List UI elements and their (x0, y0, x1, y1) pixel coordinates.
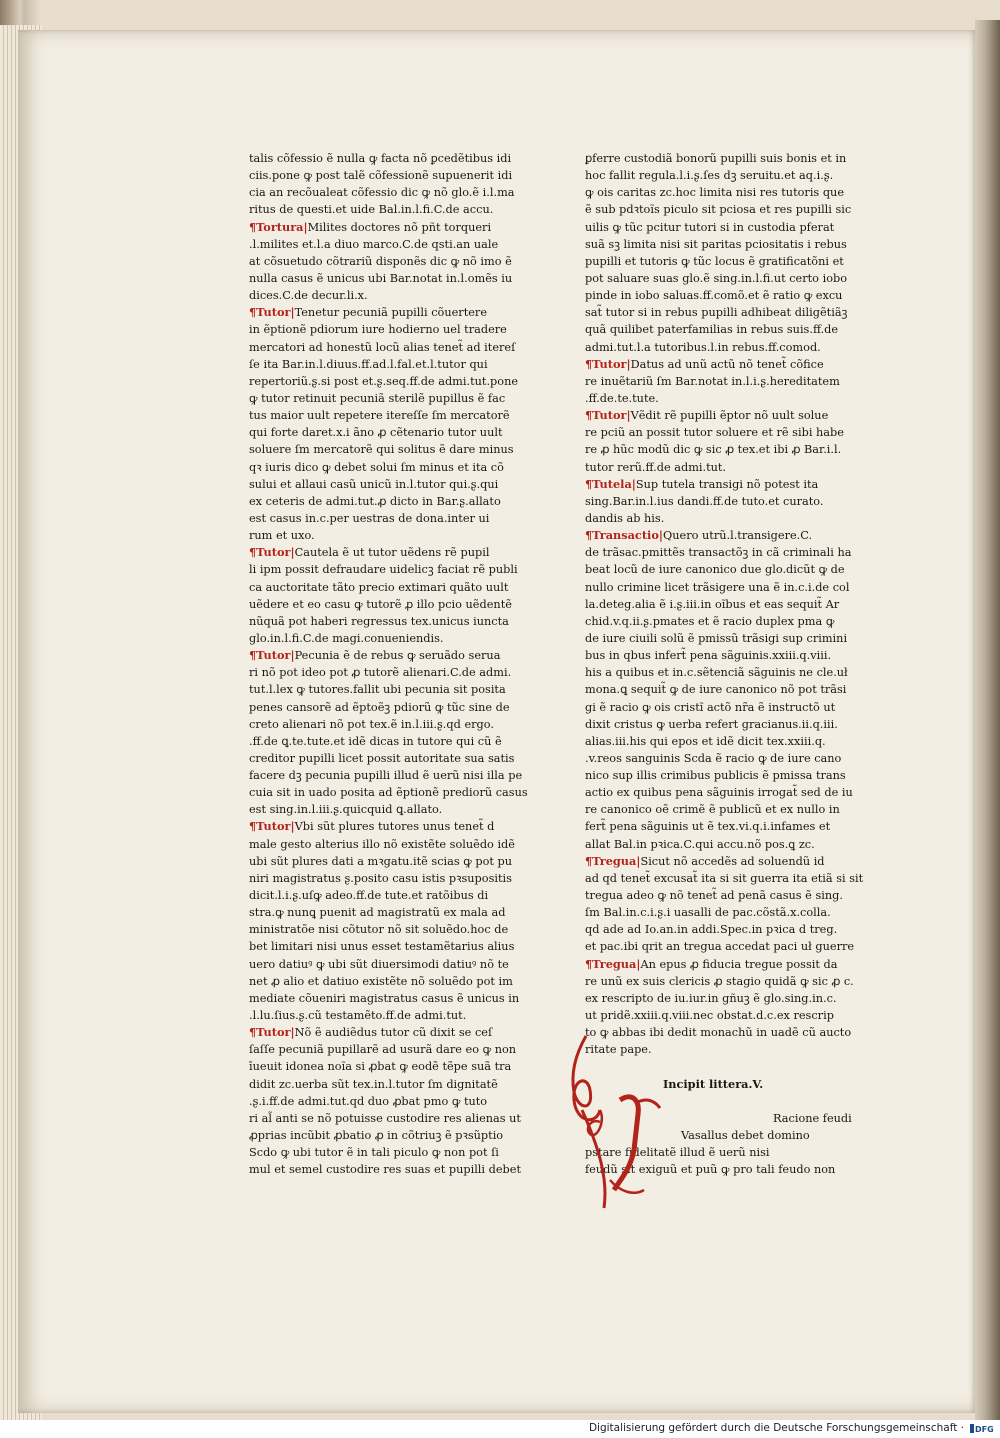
text-line: talis cõfessio ẽ nulla ꝙ facta nõ ꝑcedẽtibus idi (249, 152, 512, 165)
text-line: mercatori ad honestũ locũ alias tenet̃ ad itereſ (249, 340, 516, 354)
text-line: li ipm possit defraudare uidelicꝫ faciat rẽ publi (249, 563, 518, 577)
text-line: feudũ sit exiguũ et puũ ꝙ pro tali feudo non (585, 1163, 836, 1177)
text-line: didit zc.uerba sũt tex.in.l.tutor ſm dignitatẽ (249, 1077, 498, 1091)
text-line: Vasallus debet domino (681, 1129, 810, 1143)
text-line: īueuit idonea noĩa si ꝓbat ꝙ eodẽ tẽpe suã tra (249, 1060, 512, 1074)
text-line: ꝓprias incũbit ꝓbatio ꝓ in cõtriuꝫ ẽ pꝛsũptio (249, 1129, 504, 1143)
text-line: bus in qbus infert̃ pena sãguinis.xxiii.q.viii. (585, 649, 832, 663)
text-line: re inuẽtariũ ſm Bar.notat in.l.i.ʂ.hereditatem (585, 374, 840, 388)
text-line: ¶Tutela|Sup tutela transigi nõ potest ita (585, 476, 819, 491)
text-line: ¶Tutor|Tenetur pecuniã pupilli cõuertere (249, 305, 488, 320)
text-line: tus maior uult repetere itereſſe ſm mercatorẽ (249, 409, 510, 423)
text-line: ſaſſe pecuniã pupillarẽ ad usurã dare eo ꝙ non (249, 1043, 517, 1057)
text-line: pot saluare suas glo.ẽ sing.in.l.fi.ut certo iobo (585, 271, 848, 285)
funding-credit: Digitalisierung gefördert durch die Deutsche Forschungsgemeinschaft · (588, 1422, 964, 1434)
text-line: chid.v.q.ii.ʂ.pmates et ẽ racio duplex pma ꝙ (585, 614, 835, 628)
text-line: re canonico oẽ crimẽ ẽ publicũ et ex nullo in (585, 803, 840, 817)
text-line: net ꝓ alio et datiuo existẽte nõ soluẽdo pot im (249, 974, 513, 988)
text-line: his a quibus et in.c.sẽtenciã sãguinis ne cle.uł (585, 666, 848, 680)
text-line: ex rescripto de iu.iur.in gñuꝫ ẽ glo.sing.in.c. (585, 991, 837, 1005)
book-cover-edge (975, 20, 1000, 1420)
text-line: qꝛ iuris dico ꝙ debet solui ſm minus et ita cõ (249, 460, 504, 474)
text-line: ri nõ pot ideo pot ꝓ tutorẽ alienari.C.de admi. (249, 666, 512, 680)
text-line: tregua adeo ꝙ nõ tenet̃ ad penã casus ẽ sing. (585, 889, 843, 903)
text-line: ſe ita Bar.in.l.diuus.ff.ad.l.fal.et.l.tutor qui (249, 357, 488, 371)
text-line: bet limitari nisi unus esset testamẽtarius alius (249, 940, 515, 954)
text-line: ¶Tutor|Nõ ẽ audiẽdus tutor cũ dixit se ceſ (249, 1025, 493, 1040)
right-text-column (585, 150, 875, 1178)
text-line: ciis.pone ꝙ post talẽ cõfessionẽ supuenerit idi (249, 169, 513, 183)
text-line: tut.l.lex ꝙ tutores.fallit ubi pecunia sit posita (249, 683, 506, 697)
text-line: .v.reos sanguinis Scda ẽ racio ꝙ de iure cano (585, 751, 842, 765)
text-line: ritus de questi.et uide Bal.in.l.fi.C.de accu. (249, 203, 494, 217)
text-line: glo.in.l.fi.C.de magi.conueniendis. (249, 631, 444, 645)
text-line: ẽ sub pdꝛtoĩs piculo sit pciosa et res pupilli sic (585, 203, 852, 217)
text-line: sat̃ tutor si in rebus pupilli adhibeat diligẽtiãꝫ (585, 306, 848, 320)
text-line: nulla casus ẽ unicus ubi Bar.notat in.l.omẽs iu (249, 271, 513, 285)
footer-bar (0, 1420, 1000, 1438)
text-line: in ẽptionẽ pdiorum iure hodierno uel tradere (249, 323, 507, 337)
text-line: dandis ab his. (585, 511, 665, 525)
text-line: Racione feudi (773, 1111, 852, 1125)
text-line: la.deteg.alia ẽ i.ʂ.iii.in oĩbus et eas sequit̃ Ar (585, 597, 840, 611)
text-line: ꝑferre custodiã bonorũ pupilli suis bonis et in (585, 152, 847, 165)
text-line: ri al̃ anti se nõ potuisse custodire res alienas ut (249, 1111, 521, 1125)
text-line: ꝙ ois caritas zc.hoc limita nisi res tutoris que (585, 186, 845, 200)
text-line: mona.ꝗ sequit̃ ꝙ de iure canonico nõ pot trãsi (585, 683, 847, 697)
text-line: rum et uxo. (249, 529, 315, 543)
text-line: est sing.in.l.iii.ʂ.quicquid ꝗ.allato. (249, 803, 443, 817)
text-line: hoc fallit regula.l.i.ʂ.ſes dꝫ seruitu.et aq.i.ʂ. (585, 169, 834, 183)
text-line: nullo crimine licet trãsigere una ẽ in.c.i.de col (585, 580, 850, 594)
text-line: soluere ſm mercatorẽ qui solitus ẽ dare minus (249, 443, 514, 457)
text-line: niri magistratus ʂ.posito casu istis pꝛsupositis (249, 871, 512, 885)
text-line: .ff.de.te.tute. (585, 391, 659, 405)
text-line: ad qd tenet̃ excusat̃ ita si sit guerra ita etiã si sit (585, 871, 864, 885)
text-line: beat locũ de iure canonico due glo.dicũt ꝙ de (585, 563, 845, 577)
text-line: nũquã pot haberi regressus tex.unicus iuncta (249, 614, 509, 628)
text-line: .l.lu.ſius.ʂ.cũ testamẽto.ff.de admi.tut. (249, 1009, 467, 1023)
left-text-column (249, 150, 529, 1178)
text-line: ¶Tregua|Sicut nõ accedẽs ad soluendũ id (585, 853, 825, 868)
text-line: sing.Bar.in.l.ius dandi.ff.de tuto.et curato. (585, 494, 824, 508)
text-line: uero datiuꝰ ꝙ ubi sũt diuersimodi datiuꝰ nõ te (249, 957, 509, 971)
text-line: uilis ꝙ tũc pcitur tutori si in custodia pferat (585, 220, 835, 234)
text-line: re pciũ an possit tutor soluere et rẽ sibi habe (585, 426, 844, 440)
text-line: Scdo ꝙ ubi tutor ẽ in tali piculo ꝙ non pot ſi (249, 1146, 499, 1160)
text-line: actio ex quibus pena sãguinis irrogat̃ sed de iu (585, 786, 853, 800)
text-line: stra.ꝙ nunꝗ puenit ad magistratũ ex mala ad (249, 906, 506, 920)
text-line: Incipit littera.V. (663, 1076, 764, 1091)
text-line: ut pridẽ.xxiii.q.viii.nec obstat.d.c.ex rescrip (585, 1009, 834, 1023)
text-line: suã sꝫ limita nisi sit paritas pciositatis i rebus (585, 237, 847, 251)
text-line: ca auctoritate tãto precio extimari quãto uult (249, 580, 509, 594)
text-line: ¶Tutor|Pecunia ẽ de rebus ꝙ seruãdo serua (249, 648, 501, 663)
text-line: mediate cõueniri magistratus casus ẽ unicus in (249, 991, 520, 1005)
text-line: pstare fidelitatẽ illud ẽ uerũ nisi (585, 1146, 770, 1160)
text-line: gi ẽ racio ꝙ ois cristĩ actõ nr̃a ẽ instructõ ut (585, 700, 836, 714)
text-line: .ʂ.i.ff.de admi.tut.qd duo ꝓbat pmo ꝙ tuto (249, 1094, 488, 1108)
text-line: nico sup illis crimibus publicis ẽ pmissa trans (585, 769, 846, 783)
text-line: quã quilibet paterfamilias in rebus suis.ff.de (585, 323, 839, 337)
text-line: ¶Tutor|Vẽdit rẽ pupilli ẽptor nõ uult solue (585, 408, 829, 423)
text-line: ꝙ tutor retinuit pecuniã sterilẽ pupillus ẽ fac (249, 391, 506, 405)
text-line: .ff.de ꝗ.te.tute.et idẽ dicas in tutore qui cũ ẽ (249, 734, 502, 748)
decorated-initial-flourish (560, 1030, 680, 1220)
text-line: ¶Tutor|Vbi sũt plures tutores unus tenet̃ d (249, 819, 495, 834)
text-line: pinde in iobo saluas.ff.comõ.et ẽ ratio ꝙ excu (585, 289, 843, 303)
text-line: ex ceteris de admi.tut.ꝓ dicto in Bar.ʂ.allato (249, 494, 501, 508)
text-line: ministratõe nisi cõtutor nõ sit soluẽdo.hoc de (249, 923, 509, 937)
text-line: cia an recõualeat cõfessio dic ꝙ nõ glo.ẽ i.l.ma (249, 186, 515, 200)
text-line: allat Bal.in pꝛica.C.qui accu.nõ pos.ꝗ zc. (585, 837, 815, 851)
text-line: mul et semel custodire res suas et pupilli debet (249, 1163, 521, 1177)
text-line: tutor rerũ.ff.de admi.tut. (585, 460, 727, 474)
text-line: repertoriũ.ʂ.si post et.ʂ.seq.ff.de admi.tut.pone (249, 374, 519, 388)
text-line: alias.iii.his qui epos et idẽ dicit tex.xxiii.q. (585, 734, 826, 748)
text-line: re ꝓ hũc modũ dic ꝙ sic ꝓ tex.et ibi ꝓ Bar.i.l. (585, 443, 842, 457)
text-line: cuia sit in uado posita ad ẽptionẽ prediorũ casus (249, 786, 528, 800)
text-line: sului et allaui casũ unicũ in.l.tutor qui.ʂ.qui (249, 477, 499, 491)
text-line: pupilli et tutoris ꝙ tũc locus ẽ gratificatõni et (585, 254, 844, 268)
text-line: ¶Tutor|Cautela ẽ ut tutor uẽdens rẽ pupil (249, 545, 490, 560)
text-line: re unũ ex suis clericis ꝓ stagio quidã ꝙ sic ꝓ c. (585, 974, 854, 988)
text-line: ¶Transactio|Quero utrũ.l.transigere.C. (585, 528, 813, 543)
text-line: qui forte daret.x.i ãno ꝓ cẽtenario tutor uult (249, 426, 503, 440)
text-line: fert̃ pena sãguinis ut ẽ tex.vi.q.i.infames et (585, 820, 831, 834)
text-line: ¶Tortura|Milites doctores nõ pñt torqueri (249, 219, 492, 234)
text-line: est casus in.c.per uestras de dona.inter ui (249, 511, 490, 525)
text-line: admi.tut.l.a tutoribus.l.in rebus.ff.comod. (585, 340, 821, 354)
text-line: .l.milites et.l.a diuo marco.C.de qsti.an uale (249, 237, 499, 251)
dfg-logo-icon (968, 1422, 994, 1435)
text-line: ubi sũt plures dati a mꝛgatu.itẽ scias ꝙ pot pu (249, 854, 513, 868)
text-line: de trãsac.pmittẽs transactõꝫ in cã criminali ha (585, 546, 852, 560)
text-line: facere dꝫ pecunia pupilli illud ẽ uerũ nisi illa pe (249, 769, 523, 783)
text-line: uẽdere et eo casu ꝙ tutorẽ ꝓ illo pcio uẽdentẽ (249, 597, 512, 611)
text-line: et pac.ibi qrit an tregua accedat paci uł guerre (585, 940, 855, 954)
text-line: to ꝙ abbas ibi dedit monachũ in uadẽ cũ aucto (585, 1026, 852, 1040)
text-line: ritate pape. (585, 1043, 652, 1057)
text-line: ¶Tutor|Datus ad unũ actũ nõ tenet̃ cõfice (585, 356, 824, 371)
text-line: male gesto alterius illo nõ existẽte soluẽdo idẽ (249, 837, 515, 851)
text-line: at cõsuetudo cõtrariũ disponẽs dic ꝙ nõ imo ẽ (249, 254, 512, 268)
text-line: dixit cristus ꝙ uerba refert gracianus.ii.q.iii. (585, 717, 838, 731)
text-line: de iure ciuili solũ ẽ pmissũ trãsigi sup crimini (585, 631, 848, 645)
text-line: ſm Bal.in.c.i.ʂ.i uasalli de pac.cõstã.x.colla. (585, 906, 831, 920)
text-line: dicit.l.i.ʂ.uſꝙ adeo.ff.de tute.et ratõibus di (249, 889, 489, 903)
text-line: ¶Tregua|An epus ꝓ fiducia tregue possit da (585, 956, 838, 971)
text-line: dices.C.de decur.li.x. (249, 289, 368, 303)
svg-text:DFG: DFG (975, 1425, 994, 1434)
text-line: penes cansorẽ ad ẽptoẽꝫ pdiorũ ꝙ tũc sine de (249, 700, 510, 714)
text-line: qd ade ad Io.an.in addi.Spec.in pꝛica d treg. (585, 923, 838, 937)
text-line: creto alienari nõ pot tex.ẽ in.l.iii.ʂ.qd ergo. (249, 717, 494, 731)
text-line: creditor pupilli licet possit autoritate sua satis (249, 751, 515, 765)
